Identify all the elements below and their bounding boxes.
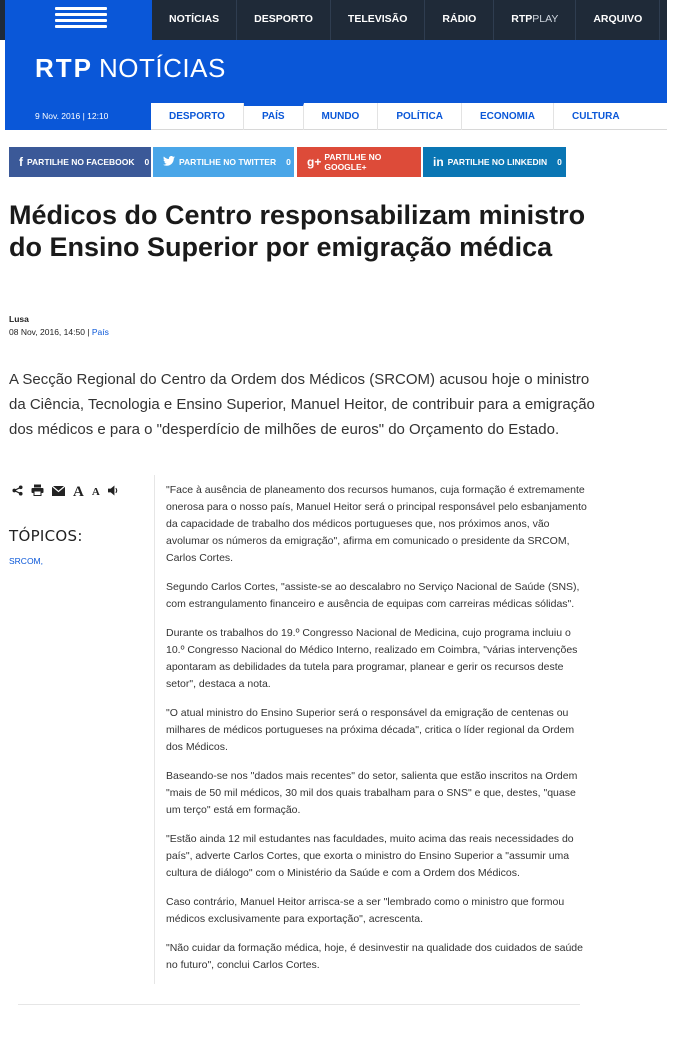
google-plus-icon: g+	[307, 155, 322, 169]
topic-link-srcom[interactable]: SRCOM,	[9, 556, 43, 566]
font-decrease-icon[interactable]: A	[91, 486, 100, 498]
tab-economia[interactable]: ECONOMIA	[462, 103, 554, 130]
article-author: Lusa	[9, 314, 29, 324]
article-paragraph: "Não cuidar da formação médica, hoje, é desinvestir na qualidade dos cuidados de saúde no futuro", conclui Carlos Cortes.	[166, 942, 583, 971]
topnav-rtpplay[interactable]	[494, 0, 576, 40]
tab-mundo[interactable]: MUNDO	[304, 103, 379, 130]
topnav-desporto[interactable]: DESPORTO	[237, 0, 331, 40]
article-title: Médicos do Centro responsabilizam ministro do Ensino Superior por emigração médica	[9, 200, 586, 262]
article-date: 08 Nov, 2016, 14:50 |	[9, 327, 90, 337]
article-paragraph: "Face à ausência de planeamento dos recursos humanos, cuja formação é extremamente onerosa para o nosso país, Manuel Heitor será o principal responsável pelo esbanjamento da capacidade de trabalho dos médicos portugueses que, nos próximos anos, vão avolumar os números da emigração", afirma em comunicado o presidente da SRCOM, Carlos Cortes.	[166, 484, 587, 564]
share-twitter-button[interactable]	[153, 147, 294, 177]
article-body	[154, 475, 587, 984]
article-paragraph: Durante os trabalhos do 19.º Congresso Nacional de Medicina, cujo programa incluiu o 10.º Congresso Nacional do Médico Interno, realizado em Coimbra, "várias intervenções apontaram as debilidades da tutela para programar, planear e gerir os recursos deste setor", destaca a nota.	[166, 627, 578, 690]
share-linkedin-button[interactable]	[423, 147, 566, 177]
article-paragraph: "O atual ministro do Ensino Superior será o responsável da emigração de centenas ou milhares de médicos portugueses na próxima década", critica o líder regional da Ordem dos Médicos.	[166, 707, 575, 753]
share-linkedin-label: PARTILHE NO LINKEDIN	[447, 157, 548, 167]
topics-heading: TÓPICOS:	[9, 527, 83, 545]
share-facebook-label: PARTILHE NO FACEBOOK	[27, 157, 135, 167]
share-linkedin-count: 0	[557, 157, 562, 167]
rtpplay-bold: RTP	[511, 13, 533, 25]
email-icon[interactable]	[52, 483, 65, 501]
article-tools	[12, 483, 127, 501]
topnav-noticias[interactable]: NOTÍCIAS	[152, 0, 237, 40]
brand-rtp: RTP	[35, 53, 93, 83]
share-facebook-count: 0	[144, 157, 150, 167]
article-paragraph: Caso contrário, Manuel Heitor arrisca-se a ser "lembrado como o ministro que formou médicos exclusivamente para exportação", acrescenta.	[166, 896, 565, 925]
site-header	[5, 40, 667, 103]
article-lead: A Secção Regional do Centro da Ordem dos Médicos (SRCOM) acusou hoje o ministro da Ciência, Tecnologia e Ensino Superior, Manuel Heitor, de contribuir para a emigração dos médicos e para o "desperdício de milhões de euros" do Orçamento do Estado.	[9, 371, 595, 438]
rtp-logo-icon	[55, 7, 107, 33]
brand-section: NOTÍCIAS	[99, 53, 226, 83]
article-paragraph: Baseando-se nos "dados mais recentes" do setor, salienta que estão inscritos na Ordem "mais de 50 mil médicos, 30 mil dos quais trabalham para o SNS" e que, destes, "quase um terço" está em formação.	[166, 770, 578, 816]
rtp-noticias-brand[interactable]	[35, 53, 226, 84]
tab-politica[interactable]: POLÍTICA	[378, 103, 462, 130]
share-twitter-label: PARTILHE NO TWITTER	[179, 157, 277, 167]
share-facebook-button[interactable]	[9, 147, 151, 177]
facebook-icon: f	[19, 155, 23, 169]
article-dateline	[9, 327, 109, 337]
share-icon[interactable]	[12, 483, 23, 501]
topnav-arquivo[interactable]: ARQUIVO	[576, 0, 660, 40]
topnav-televisao[interactable]: TELEVISÃO	[331, 0, 426, 40]
rtpplay-light: PLAY	[532, 13, 559, 25]
article-paragraph: Segundo Carlos Cortes, "assiste-se ao descalabro no Serviço Nacional de Saúde (SNS), com estrangulamento financeiro e ausência de equipas com carreiras médicas sólidas".	[166, 581, 580, 610]
tab-desporto[interactable]: DESPORTO	[151, 103, 244, 130]
topnav-more[interactable]: ZI	[677, 13, 687, 25]
current-date: 9 Nov. 2016 | 12:10	[35, 111, 109, 121]
print-icon[interactable]	[31, 483, 44, 501]
tab-pais[interactable]: PAÍS	[244, 103, 304, 130]
linkedin-icon: in	[433, 155, 444, 169]
share-twitter-count: 0	[286, 157, 291, 167]
article-category-link[interactable]: País	[91, 327, 109, 337]
topnav-radio[interactable]: RÁDIO	[425, 0, 494, 40]
section-nav	[151, 103, 667, 130]
article-paragraph: "Estão ainda 12 mil estudantes nas faculdades, muito acima das reais necessidades do país", adverte Carlos Cortes, que exorta o ministro do Ensino Superior a "assumir uma cultura de diálogo" com o Ministério da Saúde e com a Ordem dos Médicos.	[166, 833, 574, 879]
twitter-icon	[163, 155, 175, 169]
share-google-button[interactable]	[297, 147, 421, 177]
top-nav	[152, 0, 687, 40]
top-navigation-bar	[0, 0, 687, 40]
tab-cultura[interactable]: CULTURA	[572, 111, 620, 122]
audio-icon[interactable]	[108, 483, 119, 501]
font-increase-icon[interactable]: A	[73, 483, 84, 500]
article-divider	[18, 1004, 580, 1005]
section-bar	[5, 103, 667, 130]
share-google-label: PARTILHE NO GOOGLE+	[324, 152, 382, 172]
rtp-home-logo[interactable]	[5, 0, 152, 40]
